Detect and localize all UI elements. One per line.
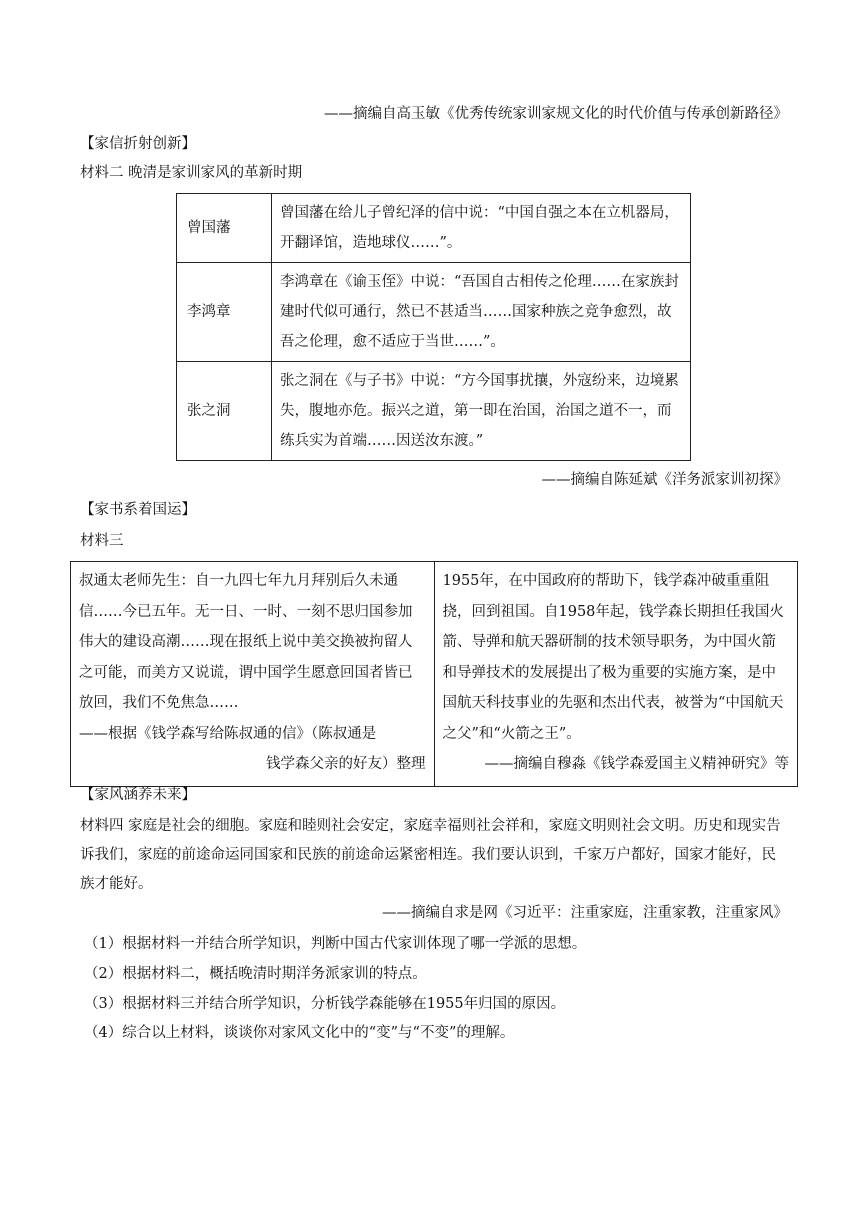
letter-text: 叔通太老师先生：自一九四七年九月拜别后久未通信……今已五年。无一日、一时、一刻不思归国参加伟大的建设高潮……现在报纸上说中美交换被拘留人之可能，而美方又说谎，谓中国学生愿意回国者皆已放回，我们不免焦急……	[79, 573, 413, 711]
biography-text: 1955年，在中国政府的帮助下，钱学森冲破重重阻挠，回到祖国。自1958年起，钱学森长期担任我国火箭、导弹和航天器研制的技术领导职务，为中国火箭和导弹技术的发展提出了极为重要的实施方案，是中国航天科技事业的先驱和杰出代表，被誉为“中国航天之父”和“火箭之王”。	[442, 573, 784, 742]
material3-title: 材料三	[80, 533, 124, 549]
question-3: （3）根据材料三并结合所学知识，分析钱学森能够在1955年归国的原因。	[84, 996, 566, 1012]
person-name: 张之洞	[177, 362, 272, 461]
person-name: 李鸿章	[177, 263, 272, 362]
quote-cell: 张之洞在《与子书》中说：“方今国事扰攘，外寇纷来，边境累失，腹地亦危。振兴之道，第一即在治国，治国之道不一，而练兵实为首端……因送汝东渡。”	[272, 362, 691, 461]
question-2: （2）根据材料二，概括晚清时期洋务派家训的特点。	[84, 966, 427, 982]
biography-cell	[434, 562, 798, 787]
person-name: 曾国藩	[177, 194, 272, 263]
section3-heading: 【家书系着国运】	[80, 502, 196, 518]
question-1: （1）根据材料一并结合所学知识，判断中国古代家训体现了哪一学派的思想。	[84, 936, 587, 952]
letter-source-line1: ——根据《钱学森写给陈叔通的信》（陈叔通是	[79, 725, 377, 742]
material4-source: ——摘编自求是网《习近平：注重家庭，注重家教，注重家风》	[382, 905, 788, 921]
material2-table	[176, 193, 691, 461]
table-row	[177, 263, 691, 362]
table-row	[177, 194, 691, 263]
material2-title: 材料二 晚清是家训家风的革新时期	[80, 165, 303, 181]
section4-heading: 【家风涵养未来】	[80, 787, 196, 803]
letter-source-line2: 钱学森父亲的好友）整理	[266, 756, 426, 772]
biography-source: ——摘编自穆淼《钱学森爱国主义精神研究》等	[484, 756, 789, 772]
material3-table	[70, 561, 798, 787]
section2-heading: 【家信折射创新】	[80, 136, 196, 152]
table-row	[71, 562, 798, 787]
material4-text: 材料四 家庭是社会的细胞。家庭和睦则社会安定，家庭幸福则社会祥和，家庭文明则社会文明。历史和现实告诉我们，家庭的前途命运同国家和民族的前途命运紧密相连。我们要认识到，千家万户都好，国家才能好，民族才能好。	[80, 818, 781, 892]
quote-cell: 李鸿章在《谕玉侄》中说：“吾国自古相传之伦理……在家族封建时代似可通行，然已不甚适当……国家种族之竞争愈烈，故吾之伦理，愈不适应于当世……”。	[272, 263, 691, 362]
material2-source: ——摘编自陈延斌《洋务派家训初探》	[541, 472, 788, 488]
table-row	[177, 362, 691, 461]
material1-source: ——摘编自高玉敏《优秀传统家训家规文化的时代价值与传承创新路径》	[324, 106, 788, 122]
question-4: （4）综合以上材料，谈谈你对家风文化中的“变”与“不变”的理解。	[84, 1025, 515, 1041]
letter-cell	[71, 562, 435, 787]
quote-cell: 曾国藩在给儿子曾纪泽的信中说：“中国自强之本在立机器局，开翻译馆，造地球仪……”。	[272, 194, 691, 263]
